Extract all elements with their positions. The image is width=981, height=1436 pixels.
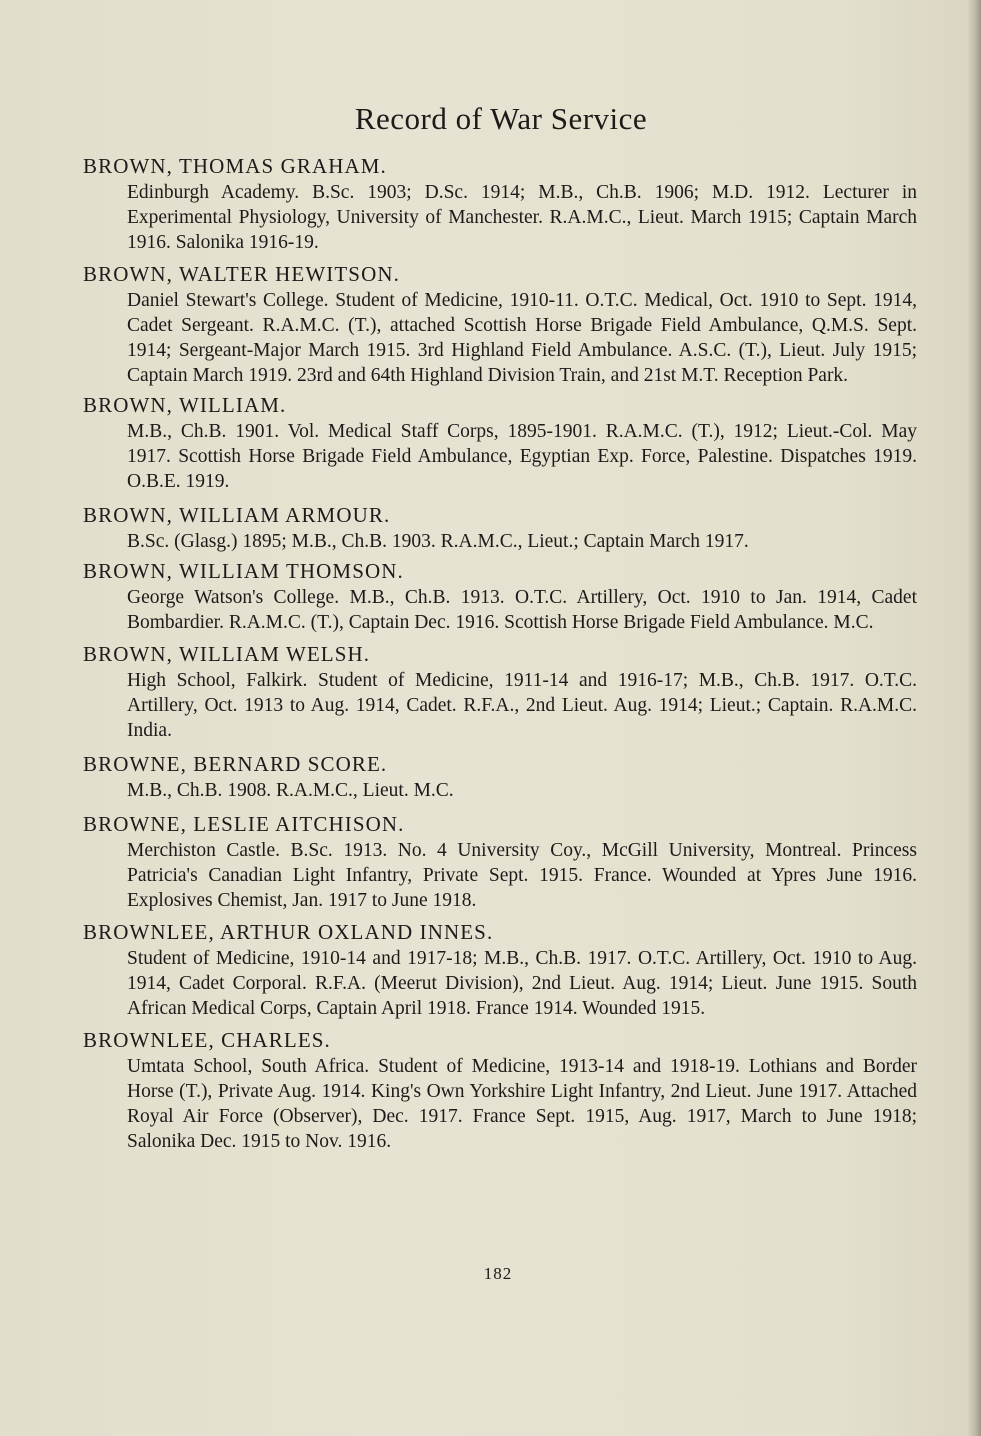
list-item [83, 502, 917, 554]
entry-text: Daniel Stewart's College. Student of Medicine, 1910-11. O.T.C. Medical, Oct. 1910 to Sept. 1914, Cadet Sergeant. R.A.M.C. (T.), attached Scottish Horse Brigade Field Ambulance, Q.M.S. Sept. 1914; Sergeant-Major March 1915. 3rd Highland Field Ambulance. A.S.C. (T.), Lieut. July 1915; Captain March 1919. 23rd and 64th Highland Division Train, and 21st M.T. Reception Park. [127, 290, 917, 386]
entry-text: George Watson's College. M.B., Ch.B. 1913. O.T.C. Artillery, Oct. 1910 to Jan. 1914, Cadet Bombardier. R.A.M.C. (T.), Captain Dec. 1916. Scottish Horse Brigade Field Ambulance. M.C. [127, 587, 917, 633]
page-number: 182 [483, 1264, 513, 1283]
entry-text: High School, Falkirk. Student of Medicine, 1911-14 and 1916-17; M.B., Ch.B. 1917. O.T.C. Artillery, Oct. 1913 to Aug. 1914, Cadet. R.F.A., 2nd Lieut. Aug. 1914; Lieut.; Captain. R.A.M.C. India. [127, 670, 917, 741]
entry-name: BROWN, WILLIAM ARMOUR. [83, 503, 391, 527]
list-item [83, 153, 917, 255]
entry-name: BROWN, WALTER HEWITSON. [83, 262, 400, 286]
page-edge-shadow [967, 0, 981, 1436]
entry-name: BROWN, WILLIAM. [83, 393, 287, 417]
list-item [83, 811, 917, 913]
list-item [83, 261, 917, 388]
list-item [83, 558, 917, 635]
entry-name: BROWNLEE, ARTHUR OXLAND INNES. [83, 920, 494, 944]
entry-text: B.Sc. (Glasg.) 1895; M.B., Ch.B. 1903. R.A.M.C., Lieut.; Captain March 1917. [127, 531, 749, 552]
list-item [83, 641, 917, 743]
list-item [83, 919, 917, 1021]
list-item [83, 392, 917, 494]
entry-text: Student of Medicine, 1910-14 and 1917-18; M.B., Ch.B. 1917. O.T.C. Artillery, Oct. 1910 to Aug. 1914, Cadet Corporal. R.F.A. (Meerut Division), 2nd Lieut. Aug. 1914; Lieut. June 1915. South African Medical Corps, Captain April 1918. France 1914. Wounded 1915. [127, 948, 917, 1019]
entry-text: Merchiston Castle. B.Sc. 1913. No. 4 University Coy., McGill University, Montreal. Princess Patricia's Canadian Light Infantry, Private Sept. 1915. France. Wounded at Ypres June 1916. Explosives Chemist, Jan. 1917 to June 1918. [127, 840, 917, 911]
entry-text: M.B., Ch.B. 1901. Vol. Medical Staff Corps, 1895-1901. R.A.M.C. (T.), 1912; Lieut.-Col. May 1917. Scottish Horse Brigade Field Ambulance, Egyptian Exp. Force, Palestine. Dispatches 1919. O.B.E. 1919. [127, 421, 917, 492]
list-item [83, 1027, 917, 1154]
page-title: Record of War Service [354, 101, 648, 136]
entry-list [83, 153, 917, 1154]
entry-text: Edinburgh Academy. B.Sc. 1903; D.Sc. 1914; M.B., Ch.B. 1906; M.D. 1912. Lecturer in Experimental Physiology, University of Manchester. R.A.M.C., Lieut. March 1915; Captain March 1916. Salonika 1916-19. [127, 182, 917, 253]
entry-name: BROWN, WILLIAM THOMSON. [83, 559, 404, 583]
entry-text: Umtata School, South Africa. Student of Medicine, 1913-14 and 1918-19. Lothians and Border Horse (T.), Private Aug. 1914. King's Own Yorkshire Light Infantry, 2nd Lieut. June 1917. Attached Royal Air Force (Observer), Dec. 1917. France Sept. 1915, Aug. 1917, March to June 1918; Salonika Dec. 1915 to Nov. 1916. [127, 1056, 917, 1152]
entry-name: BROWN, WILLIAM WELSH. [83, 642, 371, 666]
list-item [83, 751, 917, 803]
entry-name: BROWNE, BERNARD SCORE. [83, 752, 388, 776]
entry-name: BROWN, THOMAS GRAHAM. [83, 154, 387, 178]
entry-text: M.B., Ch.B. 1908. R.A.M.C., Lieut. M.C. [127, 780, 454, 801]
entry-name: BROWNLEE, CHARLES. [83, 1028, 331, 1052]
entry-name: BROWNE, LESLIE AITCHISON. [83, 812, 405, 836]
